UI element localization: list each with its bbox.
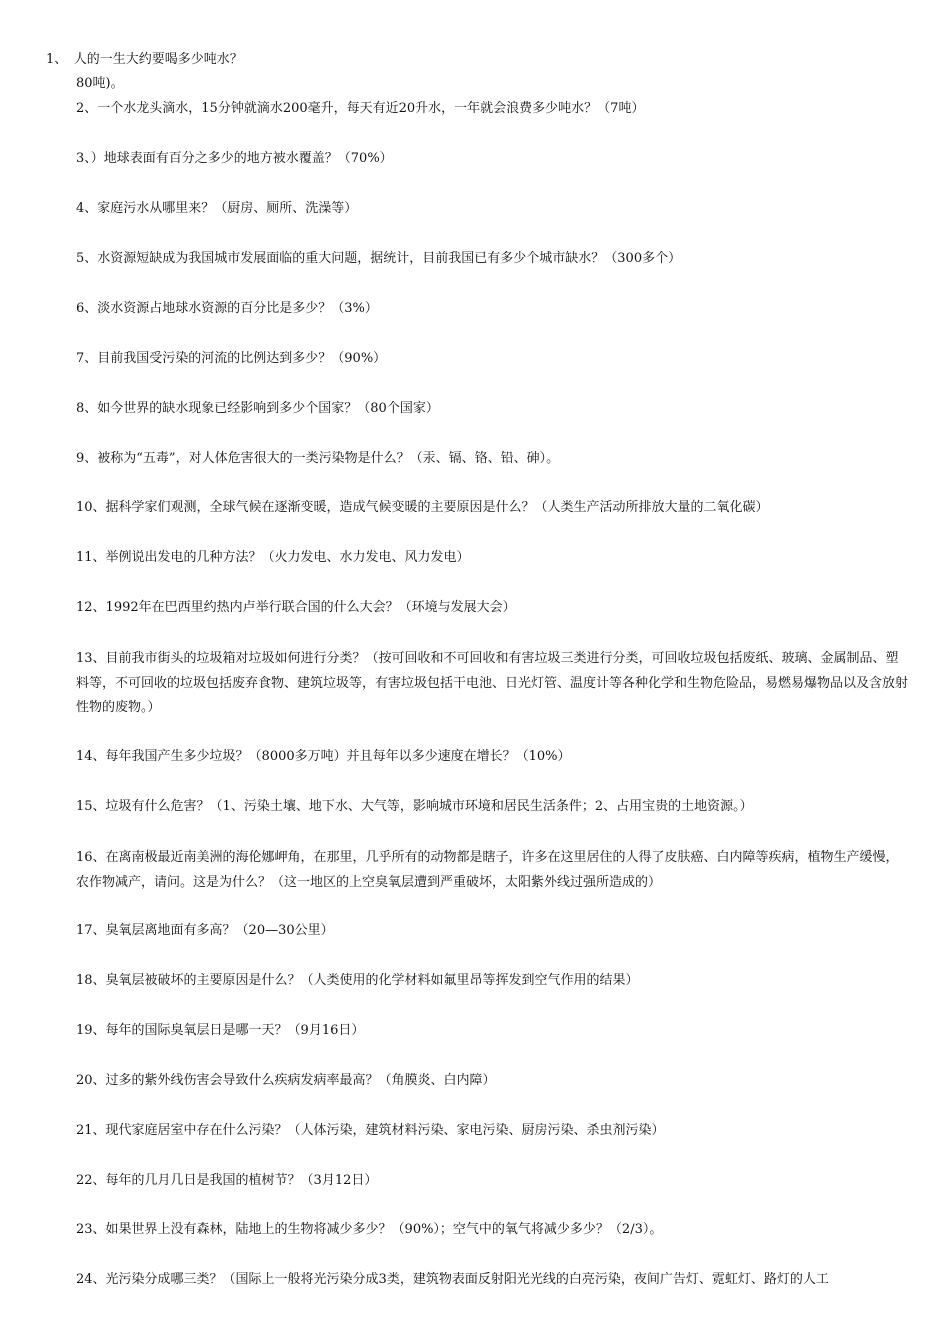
question-line: 4、家庭污水从哪里来？（厨房、厕所、洗澡等） bbox=[76, 201, 358, 216]
question-line: 19、每年的国际臭氧层日是哪一天？（9月16日） bbox=[76, 1023, 365, 1038]
question-line: 15、垃圾有什么危害？（1、污染土壤、地下水、大气等，影响城市环境和居民生活条件；2、占用宝贵的土地资源。） bbox=[76, 799, 753, 814]
question-line: 7、目前我国受污染的河流的比例达到多少？（90%） bbox=[76, 351, 387, 366]
question-line: 18、臭氧层被破坏的主要原因是什么？（人类使用的化学材料如氟里昂等挥发到空气作用的结果） bbox=[76, 973, 639, 988]
question-line: 12、1992年在巴西里约热内卢举行联合国的什么大会？（环境与发展大会） bbox=[76, 600, 516, 615]
question-line: 5、水资源短缺成为我国城市发展面临的重大问题，据统计，目前我国已有多少个城市缺水？（300多个） bbox=[76, 251, 682, 266]
question-line: 17、臭氧层离地面有多高？（20—30公里） bbox=[76, 923, 334, 938]
question-line: 11、举例说出发电的几种方法？（火力发电、水力发电、风力发电） bbox=[76, 550, 470, 565]
question-line: 6、淡水资源占地球水资源的百分比是多少？（3%） bbox=[76, 301, 378, 316]
answer-line: 80吨)。 bbox=[76, 76, 124, 91]
question-line: 1、 人的一生大约要喝多少吨水？ bbox=[46, 52, 243, 67]
question-line: 23、如果世界上没有森林，陆地上的生物将减少多少？（90%）；空气中的氧气将减少多少？（2/3）。 bbox=[76, 1222, 663, 1237]
question-line: 3、）地球表面有百分之多少的地方被水覆盖？（70%） bbox=[76, 151, 393, 166]
question-paragraph: 13、目前我市街头的垃圾箱对垃圾如何进行分类？（按可回收和不可回收和有害垃圾三类进行分类，可回收垃圾包括废纸、玻璃、金属制品、塑料等，不可回收的垃圾包括废弃食物、建筑垃圾等，有害垃圾包括干电池、日光灯管、温度计等各种化学和生物危险品，易燃易爆物品以及含放射性物的废物。） bbox=[76, 651, 909, 715]
question-line: 9、被称为“五毒”，对人体危害很大的一类污染物是什么？（汞、镉、铬、铅、砷）。 bbox=[76, 451, 560, 466]
question-line: 2、一个水龙头滴水，15分钟就滴水200毫升，每天有近20升水，一年就会浪费多少吨水？（7吨） bbox=[76, 101, 645, 116]
question-paragraph: 16、在离南极最近南美洲的海伦娜岬角，在那里，几乎所有的动物都是瞎子，许多在这里居住的人得了皮肤癌、白内障等疾病，植物生产缓慢，农作物减产，请问。这是为什么？（这一地区的上空臭氧层遭到严重破坏，太阳紫外线过强所造成的） bbox=[76, 850, 899, 890]
question-line: 14、每年我国产生多少垃圾？（8000多万吨）并且每年以多少速度在增长？（10%） bbox=[76, 749, 571, 764]
question-line: 24、光污染分成哪三类？（国际上一般将光污染分成3类，建筑物表面反射阳光光线的白亮污染，夜间广告灯、霓虹灯、路灯的人工 bbox=[76, 1272, 829, 1287]
question-line: 10、据科学家们观测，全球气候在逐渐变暖，造成气候变暖的主要原因是什么？（人类生产活动所排放大量的二氧化碳） bbox=[76, 500, 769, 515]
question-line: 21、现代家庭居室中存在什么污染？（人体污染，建筑材料污染、家电污染、厨房污染、杀虫剂污染） bbox=[76, 1123, 665, 1138]
question-line: 20、过多的紫外线伤害会导致什么疾病发病率最高？（角膜炎、白内障） bbox=[76, 1073, 496, 1088]
question-line: 22、每年的几月几日是我国的植树节？（3月12日） bbox=[76, 1173, 378, 1188]
question-line: 8、如今世界的缺水现象已经影响到多少个国家？（80个国家） bbox=[76, 401, 439, 416]
